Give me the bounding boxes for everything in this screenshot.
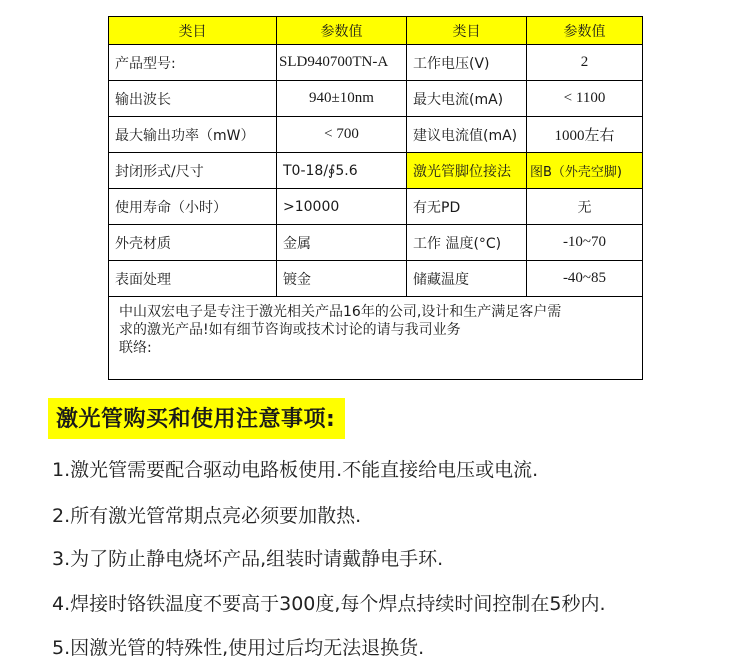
note-line: 求的激光产品!如有细节咨询或技术讨论的请与我司业务 xyxy=(119,322,461,338)
notice-item: 4.焊接时铬铁温度不要高于300度,每个焊点持续时间控制在5秒内. xyxy=(52,593,606,615)
cell-value: 940±10nm xyxy=(277,81,407,117)
cell-value: < 1100 xyxy=(527,81,643,117)
note-line: 联络: xyxy=(119,340,152,356)
table-row xyxy=(109,225,643,261)
cell-value-highlight: 图B（外壳空脚) xyxy=(527,153,643,189)
notice-item: 1.激光管需要配合驱动电路板使用.不能直接给电压或电流. xyxy=(52,459,539,481)
cell-label: 输出波长 xyxy=(109,81,277,117)
table-row xyxy=(109,45,643,81)
note-line: 中山双宏电子是专注于激光相关产品16年的公司,设计和生产满足客户需 xyxy=(119,304,562,320)
cell-value: < 700 xyxy=(277,117,407,153)
table-row xyxy=(109,81,643,117)
cell-label: 产品型号: xyxy=(109,45,277,81)
cell-value: 无 xyxy=(527,189,643,225)
cell-label: 封闭形式/尺寸 xyxy=(109,153,277,189)
notice-item: 3.为了防止静电烧坏产品,组装时请戴静电手环. xyxy=(52,548,444,570)
cell-value: -40~85 xyxy=(527,261,643,297)
table-row xyxy=(109,189,643,225)
cell-label: 使用寿命（小时） xyxy=(109,189,277,225)
cell-label: 外壳材质 xyxy=(109,225,277,261)
cell-label: 储藏温度 xyxy=(407,261,527,297)
cell-value: 镀金 xyxy=(277,261,407,297)
cell-label: 最大电流(mA) xyxy=(407,81,527,117)
cell-label: 有无PD xyxy=(407,189,527,225)
notice-item: 5.因激光管的特殊性,使用过后均无法退换货. xyxy=(52,637,425,659)
cell-value: 1000左右 xyxy=(527,117,643,153)
cell-label: 工作电压(V) xyxy=(407,45,527,81)
cell-value: -10~70 xyxy=(527,225,643,261)
cell-value: 2 xyxy=(527,45,643,81)
notice-item: 2.所有激光管常期点亮必须要加散热. xyxy=(52,505,362,527)
table-note-row xyxy=(109,297,643,380)
cell-label: 表面处理 xyxy=(109,261,277,297)
table-header-row xyxy=(109,17,643,45)
cell-label: 建议电流值(mA) xyxy=(407,117,527,153)
cell-value: 金属 xyxy=(277,225,407,261)
company-note xyxy=(109,297,643,380)
header-category-2: 类目 xyxy=(407,17,527,45)
notice-heading: 激光管购买和使用注意事项: xyxy=(48,398,345,439)
cell-value: SLD940700TN-A xyxy=(277,45,407,81)
cell-label: 最大输出功率（mW） xyxy=(109,117,277,153)
spec-table xyxy=(108,16,643,380)
table-row xyxy=(109,117,643,153)
cell-label: 工作 温度(°C) xyxy=(407,225,527,261)
cell-label-highlight: 激光管脚位接法 xyxy=(407,153,527,189)
table-row xyxy=(109,153,643,189)
header-value-2: 参数值 xyxy=(527,17,643,45)
cell-value: T0-18/∮5.6 xyxy=(277,153,407,189)
header-value-1: 参数值 xyxy=(277,17,407,45)
header-category-1: 类目 xyxy=(109,17,277,45)
table-row xyxy=(109,261,643,297)
cell-value: >10000 xyxy=(277,189,407,225)
